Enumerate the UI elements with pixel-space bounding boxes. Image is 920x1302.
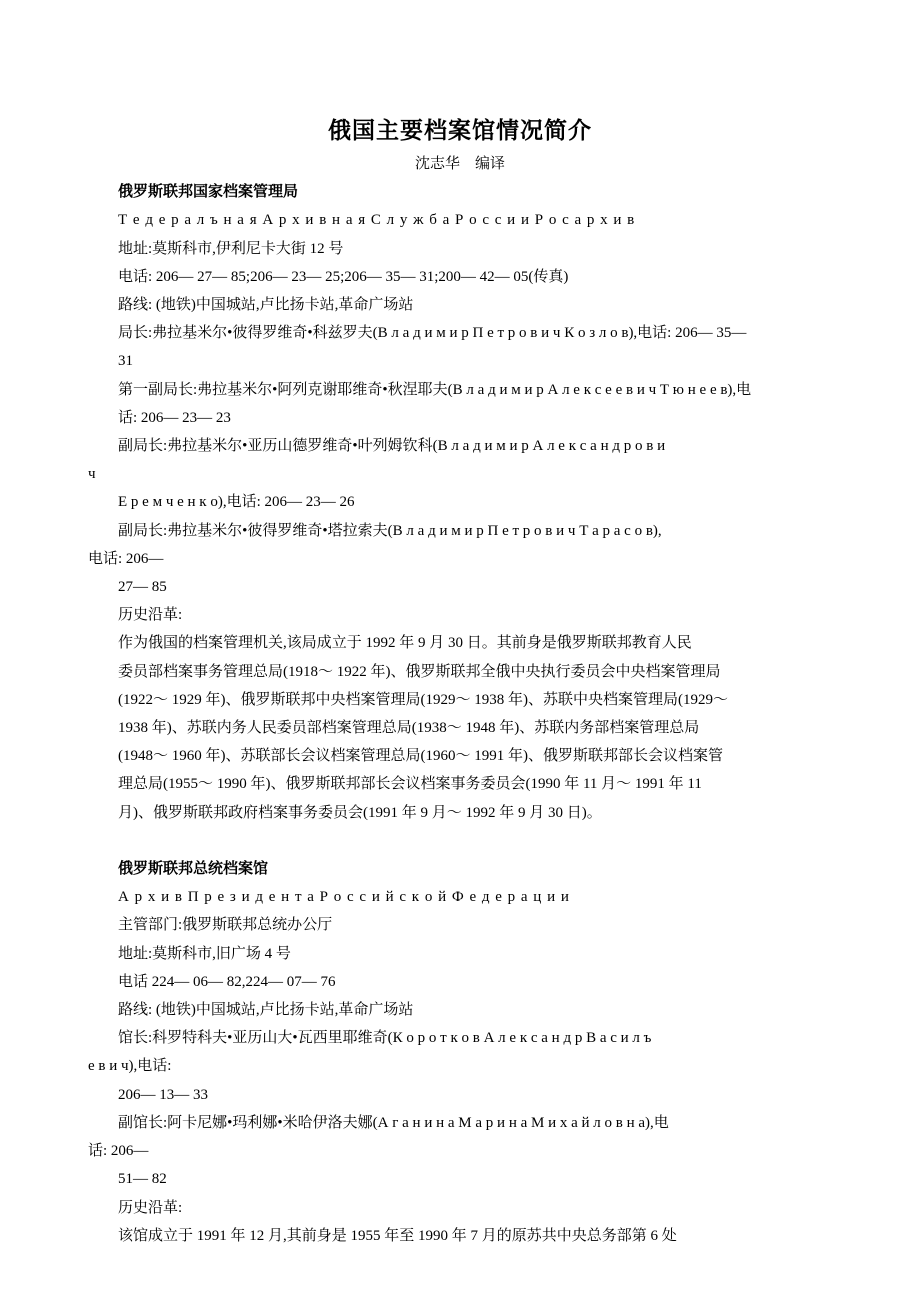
text-line: 委员部档案事务管理总局(1918～ 1922 年)、俄罗斯联邦全俄中央执行委员会中央档案管理局 — [118, 663, 721, 680]
document-body — [0, 178, 920, 1250]
text-line: 1938 年)、苏联内务人民委员部档案管理总局(1938～ 1948 年)、苏联内务部档案管理总局 — [118, 720, 700, 737]
text-line: Т е д е р а л ъ н а я А р х и в н а я С л у ж б а Р о с с и и Р о с а р х и в — [118, 212, 636, 229]
section-heading: 俄罗斯联邦总统档案馆 — [118, 861, 269, 878]
text-line: 副馆长:阿卡尼娜•玛利娜•米哈伊洛夫娜(А г а н и н а М а р и н а М и х а й л о в н а),电 — [118, 1114, 669, 1131]
text-line: 副局长:弗拉基米尔•彼得罗维奇•塔拉索夫(В л а д и м и р П е т р о в и ч Т а р а с о в), — [118, 522, 662, 539]
text-line: 51— 82 — [118, 1171, 167, 1188]
text-line: 月)、俄罗斯联邦政府档案事务委员会(1991 年 9 月～ 1992 年 9 月 30 日)。 — [118, 804, 602, 821]
text-line: 主管部门:俄罗斯联邦总统办公厅 — [118, 917, 333, 934]
text-line: Е р е м ч е н к о),电话: 206— 23— 26 — [118, 494, 355, 511]
text-line: 理总局(1955～ 1990 年)、俄罗斯联邦部长会议档案事务委员会(1990 年 11 月～ 1991 年 11 — [118, 776, 702, 793]
text-line: ч — [88, 466, 96, 483]
text-line: 历史沿革: — [118, 1199, 183, 1216]
text-line: е в и ч),电话: — [88, 1058, 172, 1075]
text-line: 第一副局长:弗拉基米尔•阿列克谢耶维奇•秋涅耶夫(В л а д и м и р А л е к с е е в и ч Т ю н е е в),电 — [118, 381, 752, 398]
text-line: 该馆成立于 1991 年 12 月,其前身是 1955 年至 1990 年 7 月的原苏共中央总务部第 6 处 — [118, 1227, 677, 1244]
text-line: 馆长:科罗特科夫•亚历山大•瓦西里耶维奇(К о р о т к о в А л е к с а н д р В а с и л ъ — [118, 1030, 652, 1047]
text-line: 副局长:弗拉基米尔•亚历山德罗维奇•叶列姆钦科(В л а д и м и р А л е к с а н д р о в и — [118, 438, 666, 455]
text-line: А р х и в П р е з и д е н т а Р о с с и й с к о й Ф е д е р а ц и и — [118, 889, 570, 906]
document-byline: 沈志华 编译 — [414, 156, 505, 172]
section-heading: 俄罗斯联邦国家档案管理局 — [118, 184, 299, 201]
text-line: 路线: (地铁)中国城站,卢比扬卡站,革命广场站 — [118, 297, 414, 314]
text-line: (1922～ 1929 年)、俄罗斯联邦中央档案管理局(1929～ 1938 年)、苏联中央档案管理局(1929～ — [118, 691, 728, 708]
text-line: 路线: (地铁)中国城站,卢比扬卡站,革命广场站 — [118, 1002, 414, 1019]
text-line: 历史沿革: — [118, 607, 183, 624]
text-line: 地址:莫斯科市,旧广场 4 号 — [118, 945, 291, 962]
text-line: 206— 13— 33 — [118, 1086, 208, 1103]
text-line: 话: 206— 23— 23 — [118, 409, 231, 426]
text-line: 31 — [118, 353, 133, 370]
document-title: 俄国主要档案馆情况简介 — [328, 118, 592, 143]
text-line: 地址:莫斯科市,伊利尼卡大街 12 号 — [118, 240, 344, 257]
text-line: 电话: 206— — [88, 550, 164, 567]
text-line: (1948～ 1960 年)、苏联部长会议档案管理总局(1960～ 1991 年)、俄罗斯联邦部长会议档案管 — [118, 748, 723, 765]
text-line: 作为俄国的档案管理机关,该局成立于 1992 年 9 月 30 日。其前身是俄罗斯联邦教育人民 — [118, 635, 692, 652]
text-line: 电话: 206— 27— 85;206— 23— 25;206— 35— 31;200— 42— 05(传真) — [118, 268, 569, 285]
text-line: 局长:弗拉基米尔•彼得罗维奇•科兹罗夫(В л а д и м и р П е т р о в и ч К о з л о в),电话: 206— 35— — [118, 325, 747, 342]
text-line: 27— 85 — [118, 579, 167, 596]
text-line: 话: 206— — [88, 1143, 149, 1160]
text-line: 电话 224— 06— 82,224— 07— 76 — [118, 973, 336, 990]
